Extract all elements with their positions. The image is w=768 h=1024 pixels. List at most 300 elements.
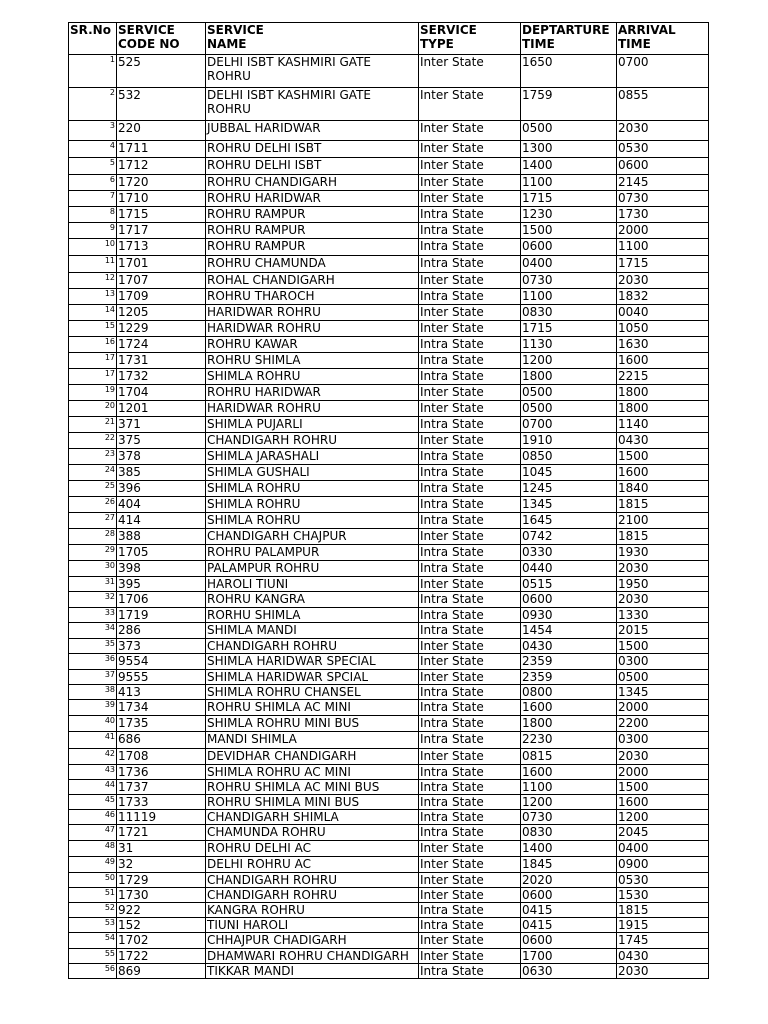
service-type-cell: Intra State [419, 964, 521, 979]
service-type-cell: Inter State [419, 88, 521, 121]
arrival-time-cell: 2200 [617, 716, 709, 732]
service-name-cell: SHIMLA HARIDWAR SPCIAL [206, 670, 419, 685]
departure-time-cell: 0830 [521, 825, 617, 841]
service-name-cell: SHIMLA ROHRU [206, 513, 419, 529]
table-row [69, 561, 709, 577]
service-name-cell: KANGRA ROHRU [206, 903, 419, 918]
departure-time-cell: 0500 [521, 121, 617, 141]
service-type-cell: Inter State [419, 321, 521, 337]
service-name-cell: SHIMLA PUJARLI [206, 417, 419, 433]
table-body [69, 55, 709, 979]
table-row [69, 289, 709, 305]
table-row [69, 949, 709, 964]
service-type-cell: Intra State [419, 465, 521, 481]
service-code-cell: 398 [117, 561, 206, 577]
service-name-cell: ROHRU CHAMUNDA [206, 256, 419, 273]
sr-no-cell: 9 [69, 223, 117, 239]
arrival-time-cell: 1050 [617, 321, 709, 337]
table-row [69, 623, 709, 639]
service-name-cell: MANDI SHIMLA [206, 732, 419, 749]
service-type-cell: Inter State [419, 433, 521, 449]
service-name-cell: CHANDIGARH ROHRU [206, 433, 419, 449]
sr-no-cell: 50 [69, 873, 117, 888]
table-row [69, 191, 709, 207]
arrival-time-cell: 1600 [617, 353, 709, 369]
service-type-cell: Inter State [419, 749, 521, 765]
service-name-cell: CHANDIGARH ROHRU [206, 873, 419, 888]
service-name-cell: CHANDIGARH ROHRU [206, 888, 419, 903]
table-header-row [69, 23, 709, 55]
arrival-time-cell: 1745 [617, 933, 709, 949]
arrival-time-cell: 0530 [617, 141, 709, 158]
table-row [69, 964, 709, 979]
arrival-time-cell: 0730 [617, 191, 709, 207]
sr-no-cell: 6 [69, 175, 117, 191]
service-name-cell: ROHRU DELHI AC [206, 841, 419, 857]
service-type-cell: Inter State [419, 121, 521, 141]
service-type-cell: Inter State [419, 654, 521, 670]
sr-no-cell: 5 [69, 158, 117, 175]
departure-time-cell: 0500 [521, 385, 617, 401]
arrival-time-cell: 2030 [617, 592, 709, 608]
departure-time-cell: 0700 [521, 417, 617, 433]
table-row [69, 810, 709, 825]
sr-no-cell: 19 [69, 385, 117, 401]
table-row [69, 223, 709, 239]
arrival-time-cell: 2030 [617, 749, 709, 765]
service-type-cell: Inter State [419, 639, 521, 654]
arrival-time-cell: 1600 [617, 465, 709, 481]
service-name-cell: JUBBAL HARIDWAR [206, 121, 419, 141]
sr-no-cell: 36 [69, 654, 117, 670]
sr-no-cell: 44 [69, 780, 117, 795]
table-row [69, 121, 709, 141]
departure-time-cell: 0800 [521, 685, 617, 700]
service-type-cell: Inter State [419, 385, 521, 401]
service-code-cell: 1201 [117, 401, 206, 417]
service-name-cell: SHIMLA ROHRU [206, 497, 419, 513]
service-type-cell: Intra State [419, 592, 521, 608]
table-row [69, 608, 709, 623]
arrival-time-cell: 2100 [617, 513, 709, 529]
service-type-cell: Intra State [419, 353, 521, 369]
sr-no-cell: 30 [69, 561, 117, 577]
table-row [69, 749, 709, 765]
service-code-cell: 1712 [117, 158, 206, 175]
table-row [69, 795, 709, 810]
header-sr-no: SR.No [69, 23, 117, 55]
arrival-time-cell: 1730 [617, 207, 709, 223]
departure-time-cell: 0850 [521, 449, 617, 465]
departure-time-cell: 1100 [521, 289, 617, 305]
service-code-cell: 1734 [117, 700, 206, 716]
service-name-cell: SHIMLA ROHRU [206, 369, 419, 385]
table-row [69, 825, 709, 841]
departure-time-cell: 1300 [521, 141, 617, 158]
departure-time-cell: 0415 [521, 903, 617, 918]
sr-no-cell: 21 [69, 417, 117, 433]
service-name-cell: ROHRU DELHI ISBT [206, 158, 419, 175]
arrival-time-cell: 0600 [617, 158, 709, 175]
sr-no-cell: 23 [69, 449, 117, 465]
arrival-time-cell: 1800 [617, 385, 709, 401]
sr-no-cell: 43 [69, 765, 117, 780]
sr-no-cell: 54 [69, 933, 117, 949]
table-row [69, 417, 709, 433]
arrival-time-cell: 2215 [617, 369, 709, 385]
service-code-cell: 32 [117, 857, 206, 873]
arrival-time-cell: 1100 [617, 239, 709, 256]
service-code-cell: 1735 [117, 716, 206, 732]
sr-no-cell: 29 [69, 545, 117, 561]
arrival-time-cell: 1530 [617, 888, 709, 903]
arrival-time-cell: 2145 [617, 175, 709, 191]
service-type-cell: Intra State [419, 765, 521, 780]
service-type-cell: Inter State [419, 857, 521, 873]
service-type-cell: Intra State [419, 700, 521, 716]
service-type-cell: Intra State [419, 417, 521, 433]
service-code-cell: 532 [117, 88, 206, 121]
header-service-name: SERVICE NAME [206, 23, 419, 55]
service-name-cell: ROHRU SHIMLA AC MINI [206, 700, 419, 716]
service-code-cell: 1722 [117, 949, 206, 964]
service-type-cell: Intra State [419, 449, 521, 465]
departure-time-cell: 0815 [521, 749, 617, 765]
service-name-cell: ROHRU HARIDWAR [206, 385, 419, 401]
service-type-cell: Intra State [419, 481, 521, 497]
table-row [69, 175, 709, 191]
arrival-time-cell: 0500 [617, 670, 709, 685]
service-code-cell: 869 [117, 964, 206, 979]
service-name-cell: ROHRU SHIMLA [206, 353, 419, 369]
departure-time-cell: 1700 [521, 949, 617, 964]
service-type-cell: Intra State [419, 825, 521, 841]
arrival-time-cell: 1600 [617, 795, 709, 810]
service-type-cell: Inter State [419, 55, 521, 88]
service-name-cell: ROHRU SHIMLA MINI BUS [206, 795, 419, 810]
departure-time-cell: 0440 [521, 561, 617, 577]
departure-time-cell: 1800 [521, 716, 617, 732]
service-type-cell: Inter State [419, 141, 521, 158]
arrival-time-cell: 0530 [617, 873, 709, 888]
service-name-cell: ROHRU HARIDWAR [206, 191, 419, 207]
service-code-cell: 686 [117, 732, 206, 749]
service-name-cell: CHAMUNDA ROHRU [206, 825, 419, 841]
sr-no-cell: 55 [69, 949, 117, 964]
sr-no-cell: 42 [69, 749, 117, 765]
table-row [69, 654, 709, 670]
table-row [69, 207, 709, 223]
service-name-cell: HARIDWAR ROHRU [206, 305, 419, 321]
departure-time-cell: 0415 [521, 918, 617, 933]
departure-time-cell: 0730 [521, 810, 617, 825]
table-row [69, 88, 709, 121]
sr-no-cell: 25 [69, 481, 117, 497]
service-name-cell: SHIMLA ROHRU [206, 481, 419, 497]
table-row [69, 780, 709, 795]
departure-time-cell: 1715 [521, 191, 617, 207]
table-row [69, 158, 709, 175]
service-code-cell: 1737 [117, 780, 206, 795]
table-row [69, 841, 709, 857]
arrival-time-cell: 1915 [617, 918, 709, 933]
service-code-cell: 373 [117, 639, 206, 654]
service-code-cell: 404 [117, 497, 206, 513]
arrival-time-cell: 2030 [617, 561, 709, 577]
departure-time-cell: 0830 [521, 305, 617, 321]
arrival-time-cell: 1345 [617, 685, 709, 700]
sr-no-cell: 52 [69, 903, 117, 918]
service-code-cell: 1724 [117, 337, 206, 353]
departure-time-cell: 0600 [521, 239, 617, 256]
service-name-cell: TIKKAR MANDI [206, 964, 419, 979]
service-code-cell: 9555 [117, 670, 206, 685]
departure-time-cell: 0600 [521, 933, 617, 949]
sr-no-cell: 1 [69, 55, 117, 88]
service-name-cell: ROHRU KAWAR [206, 337, 419, 353]
service-type-cell: Intra State [419, 716, 521, 732]
service-code-cell: 1710 [117, 191, 206, 207]
service-type-cell: Inter State [419, 401, 521, 417]
service-type-cell: Intra State [419, 289, 521, 305]
arrival-time-cell: 0855 [617, 88, 709, 121]
arrival-time-cell: 2030 [617, 964, 709, 979]
sr-no-cell: 15 [69, 321, 117, 337]
service-name-cell: SHIMLA HARIDWAR SPECIAL [206, 654, 419, 670]
departure-time-cell: 0600 [521, 592, 617, 608]
departure-time-cell: 0330 [521, 545, 617, 561]
service-name-cell: DELHI ISBT KASHMIRI GATE ROHRU [206, 88, 419, 121]
header-service-type: SERVICE TYPE [419, 23, 521, 55]
sr-no-cell: 48 [69, 841, 117, 857]
service-name-cell: TIUNI HAROLI [206, 918, 419, 933]
service-code-cell: 1733 [117, 795, 206, 810]
departure-time-cell: 2020 [521, 873, 617, 888]
table-row [69, 529, 709, 545]
service-code-cell: 1704 [117, 385, 206, 401]
arrival-time-cell: 1815 [617, 529, 709, 545]
sr-no-cell: 34 [69, 623, 117, 639]
service-name-cell: HAROLI TIUNI [206, 577, 419, 592]
service-code-cell: 1707 [117, 273, 206, 289]
table-row [69, 873, 709, 888]
service-name-cell: SHIMLA MANDI [206, 623, 419, 639]
arrival-time-cell: 2000 [617, 223, 709, 239]
service-name-cell: ROHRU KANGRA [206, 592, 419, 608]
arrival-time-cell: 2030 [617, 121, 709, 141]
service-code-cell: 1715 [117, 207, 206, 223]
service-code-cell: 396 [117, 481, 206, 497]
sr-no-cell: 26 [69, 497, 117, 513]
service-type-cell: Inter State [419, 949, 521, 964]
service-name-cell: DELHI ISBT KASHMIRI GATE ROHRU [206, 55, 419, 88]
service-code-cell: 922 [117, 903, 206, 918]
service-type-cell: Intra State [419, 795, 521, 810]
service-code-cell: 31 [117, 841, 206, 857]
table-row [69, 321, 709, 337]
sr-no-cell: 56 [69, 964, 117, 979]
service-code-cell: 1732 [117, 369, 206, 385]
service-code-cell: 1721 [117, 825, 206, 841]
departure-time-cell: 1400 [521, 841, 617, 857]
table-row [69, 353, 709, 369]
table-row [69, 481, 709, 497]
table-row [69, 385, 709, 401]
sr-no-cell: 53 [69, 918, 117, 933]
service-name-cell: DEVIDHAR CHANDIGARH [206, 749, 419, 765]
service-type-cell: Intra State [419, 239, 521, 256]
table-row [69, 433, 709, 449]
sr-no-cell: 17 [69, 369, 117, 385]
arrival-time-cell: 0430 [617, 949, 709, 964]
service-type-cell: Inter State [419, 529, 521, 545]
service-type-cell: Inter State [419, 305, 521, 321]
departure-time-cell: 1454 [521, 623, 617, 639]
arrival-time-cell: 1950 [617, 577, 709, 592]
arrival-time-cell: 1500 [617, 639, 709, 654]
departure-time-cell: 1910 [521, 433, 617, 449]
service-code-cell: 385 [117, 465, 206, 481]
service-name-cell: ROHRU RAMPUR [206, 239, 419, 256]
table-row [69, 256, 709, 273]
arrival-time-cell: 1630 [617, 337, 709, 353]
arrival-time-cell: 1140 [617, 417, 709, 433]
service-code-cell: 371 [117, 417, 206, 433]
service-name-cell: CHHAJPUR CHADIGARH [206, 933, 419, 949]
service-type-cell: Inter State [419, 841, 521, 857]
service-name-cell: ROHRU RAMPUR [206, 223, 419, 239]
service-code-cell: 375 [117, 433, 206, 449]
service-name-cell: ROHRU THAROCH [206, 289, 419, 305]
service-type-cell: Inter State [419, 670, 521, 685]
departure-time-cell: 1600 [521, 700, 617, 716]
sr-no-cell: 46 [69, 810, 117, 825]
service-name-cell: PALAMPUR ROHRU [206, 561, 419, 577]
table-row [69, 497, 709, 513]
departure-time-cell: 1130 [521, 337, 617, 353]
service-name-cell: ROHAL CHANDIGARH [206, 273, 419, 289]
header-service-code: SERVICE CODE NO [117, 23, 206, 55]
departure-time-cell: 0400 [521, 256, 617, 273]
table-row [69, 716, 709, 732]
table-row [69, 918, 709, 933]
service-code-cell: 1205 [117, 305, 206, 321]
service-code-cell: 1731 [117, 353, 206, 369]
arrival-time-cell: 2015 [617, 623, 709, 639]
bus-schedule-table [68, 22, 709, 979]
service-code-cell: 378 [117, 449, 206, 465]
service-type-cell: Inter State [419, 273, 521, 289]
table-row [69, 700, 709, 716]
arrival-time-cell: 0700 [617, 55, 709, 88]
arrival-time-cell: 2000 [617, 765, 709, 780]
arrival-time-cell: 1930 [617, 545, 709, 561]
table-row [69, 465, 709, 481]
service-code-cell: 9554 [117, 654, 206, 670]
table-row [69, 685, 709, 700]
table-row [69, 305, 709, 321]
sr-no-cell: 37 [69, 670, 117, 685]
table-row [69, 513, 709, 529]
service-code-cell: 1736 [117, 765, 206, 780]
service-code-cell: 1729 [117, 873, 206, 888]
service-name-cell: RORHU SHIMLA [206, 608, 419, 623]
departure-time-cell: 0930 [521, 608, 617, 623]
service-code-cell: 1713 [117, 239, 206, 256]
service-name-cell: ROHRU PALAMPUR [206, 545, 419, 561]
service-name-cell: SHIMLA GUSHALI [206, 465, 419, 481]
sr-no-cell: 45 [69, 795, 117, 810]
departure-time-cell: 1845 [521, 857, 617, 873]
departure-time-cell: 1200 [521, 353, 617, 369]
service-type-cell: Intra State [419, 732, 521, 749]
arrival-time-cell: 0430 [617, 433, 709, 449]
sr-no-cell: 41 [69, 732, 117, 749]
departure-time-cell: 0630 [521, 964, 617, 979]
service-code-cell: 1708 [117, 749, 206, 765]
sr-no-cell: 32 [69, 592, 117, 608]
service-name-cell: CHANDIGARH SHIMLA [206, 810, 419, 825]
service-code-cell: 1705 [117, 545, 206, 561]
service-code-cell: 413 [117, 685, 206, 700]
sr-no-cell: 47 [69, 825, 117, 841]
departure-time-cell: 1500 [521, 223, 617, 239]
table-row [69, 888, 709, 903]
departure-time-cell: 1245 [521, 481, 617, 497]
arrival-time-cell: 0400 [617, 841, 709, 857]
departure-time-cell: 2230 [521, 732, 617, 749]
service-name-cell: ROHRU CHANDIGARH [206, 175, 419, 191]
table-row [69, 670, 709, 685]
table-row [69, 55, 709, 88]
sr-no-cell: 10 [69, 239, 117, 256]
service-code-cell: 1717 [117, 223, 206, 239]
service-type-cell: Intra State [419, 337, 521, 353]
departure-time-cell: 0500 [521, 401, 617, 417]
arrival-time-cell: 0900 [617, 857, 709, 873]
sr-no-cell: 16 [69, 337, 117, 353]
departure-time-cell: 1800 [521, 369, 617, 385]
arrival-time-cell: 2045 [617, 825, 709, 841]
departure-time-cell: 1100 [521, 780, 617, 795]
service-code-cell: 1709 [117, 289, 206, 305]
service-type-cell: Intra State [419, 369, 521, 385]
service-code-cell: 1719 [117, 608, 206, 623]
table-row [69, 857, 709, 873]
table-row [69, 369, 709, 385]
service-name-cell: SHIMLA JARASHALI [206, 449, 419, 465]
departure-time-cell: 0730 [521, 273, 617, 289]
service-code-cell: 152 [117, 918, 206, 933]
service-type-cell: Intra State [419, 918, 521, 933]
table-row [69, 239, 709, 256]
departure-time-cell: 0430 [521, 639, 617, 654]
service-type-cell: Intra State [419, 561, 521, 577]
service-type-cell: Intra State [419, 223, 521, 239]
arrival-time-cell: 1715 [617, 256, 709, 273]
service-type-cell: Intra State [419, 780, 521, 795]
arrival-time-cell: 0040 [617, 305, 709, 321]
service-type-cell: Intra State [419, 497, 521, 513]
service-code-cell: 286 [117, 623, 206, 639]
sr-no-cell: 12 [69, 273, 117, 289]
sr-no-cell: 28 [69, 529, 117, 545]
service-type-cell: Inter State [419, 175, 521, 191]
service-code-cell: 1702 [117, 933, 206, 949]
service-type-cell: Inter State [419, 933, 521, 949]
service-name-cell: DHAMWARI ROHRU CHANDIGARH [206, 949, 419, 964]
service-type-cell: Inter State [419, 873, 521, 888]
